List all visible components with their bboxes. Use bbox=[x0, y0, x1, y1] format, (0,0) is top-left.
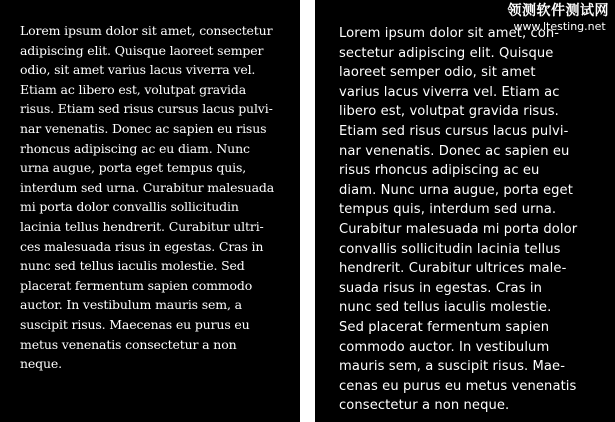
watermark-title: 领测软件测试网 bbox=[507, 3, 609, 19]
site-watermark bbox=[508, 2, 610, 34]
watermark-url: www.ltesting.net bbox=[513, 20, 606, 33]
sans-text-panel bbox=[315, 0, 615, 422]
serif-text-panel bbox=[0, 0, 300, 422]
serif-paragraph: Lorem ipsum dolor sit amet, consectetur adipiscing elit. Quisque laoreet semper odio, sit amet varius lacus viverra vel. Etiam ac libero est, volutpat gravida risus. Etiam sed risus cursus lacus pulvi- nar venenatis. Donec ac sapien eu risus rhoncus adipiscing ac eu diam. Nunc urna augue, porta eget tempus quis, interdum sed urna. Curabitur malesuada mi porta dolor convallis sollicitudin lacinia tellus hendrerit. Curabitur ultri- ces malesuada risus in egestas. Cras in nunc sed tellus iaculis molestie. Sed placerat fermentum sapien commodo auctor. In vestibulum mauris sem, a suscipit risus. Maecenas eu purus eu metus venenatis consectetur a non neque. bbox=[20, 23, 275, 372]
sans-paragraph: Lorem ipsum dolor sit amet, con- sectetur adipiscing elit. Quisque laoreet semper odio, sit amet varius lacus viverra vel. Etiam ac libero est, volutpat gravida risus. Etiam sed risus cursus lacus pulvi- nar venenatis. Donec ac sapien eu risus rhoncus adipiscing ac eu diam. Nunc urna augue, porta eget tempus quis, interdum sed urna. Curabitur malesuada mi porta dolor convallis sollicitudin lacinia tellus hendrerit. Curabitur ultrices male- suada risus in egestas. Cras in nunc sed tellus iaculis molestie. Sed placerat fermentum sapien commodo auctor. In vestibulum mauris sem, a suscipit risus. Mae- cenas eu purus eu metus venenatis consectetur a non neque. bbox=[339, 26, 578, 414]
